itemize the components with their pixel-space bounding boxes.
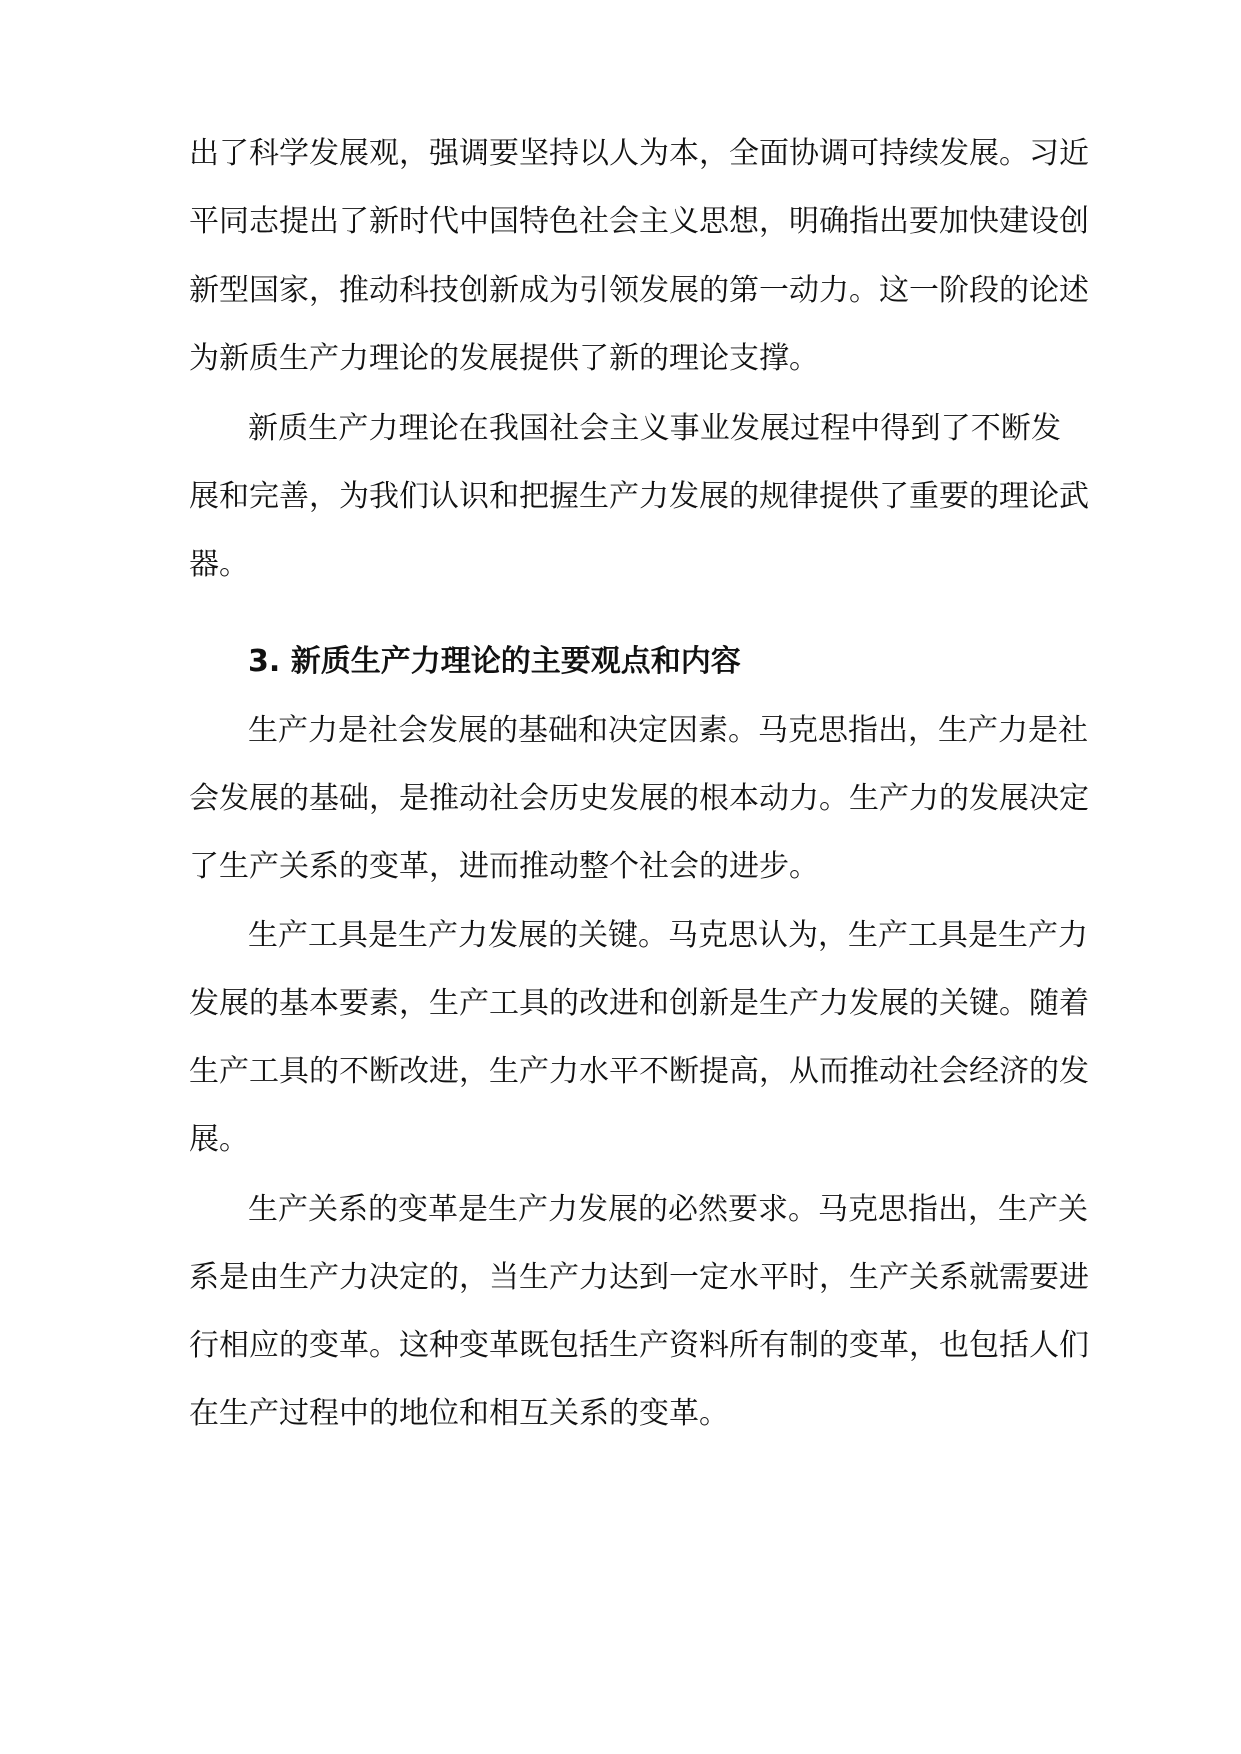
paragraph-line: 为新质生产力理论的发展提供了新的理论支撑。 bbox=[189, 341, 819, 376]
paragraph-line: 生产关系的变革是生产力发展的必然要求。马克思指出，生产关 bbox=[248, 1192, 1088, 1227]
paragraph-line: 在生产过程中的地位和相互关系的变革。 bbox=[189, 1396, 729, 1431]
paragraph-line: 会发展的基础，是推动社会历史发展的根本动力。生产力的发展决定 bbox=[189, 781, 1089, 816]
paragraph-line: 平同志提出了新时代中国特色社会主义思想，明确指出要加快建设创 bbox=[189, 204, 1089, 239]
paragraph-line: 出了科学发展观，强调要坚持以人为本，全面协调可持续发展。习近 bbox=[189, 136, 1089, 171]
paragraph-line: 生产工具的不断改进，生产力水平不断提高，从而推动社会经济的发 bbox=[189, 1054, 1089, 1089]
paragraph-line: 生产力是社会发展的基础和决定因素。马克思指出，生产力是社 bbox=[248, 713, 1088, 748]
paragraph-line: 展和完善，为我们认识和把握生产力发展的规律提供了重要的理论武 bbox=[189, 479, 1089, 514]
paragraph-line: 发展的基本要素，生产工具的改进和创新是生产力发展的关键。随着 bbox=[189, 986, 1089, 1021]
paragraph-line: 展。 bbox=[189, 1122, 249, 1157]
paragraph-line: 新型国家，推动科技创新成为引领发展的第一动力。这一阶段的论述 bbox=[189, 273, 1089, 308]
paragraph-line: 新质生产力理论在我国社会主义事业发展过程中得到了不断发 bbox=[248, 411, 1061, 446]
paragraph-line: 了生产关系的变革，进而推动整个社会的进步。 bbox=[189, 849, 819, 884]
paragraph-line: 行相应的变革。这种变革既包括生产资料所有制的变革，也包括人们 bbox=[189, 1328, 1089, 1363]
paragraph-line: 系是由生产力决定的，当生产力达到一定水平时，生产关系就需要进 bbox=[189, 1260, 1089, 1295]
paragraph-line: 生产工具是生产力发展的关键。马克思认为，生产工具是生产力 bbox=[248, 918, 1088, 953]
section-heading: 3. 新质生产力理论的主要观点和内容 bbox=[248, 644, 741, 679]
paragraph-line: 器。 bbox=[189, 547, 249, 582]
